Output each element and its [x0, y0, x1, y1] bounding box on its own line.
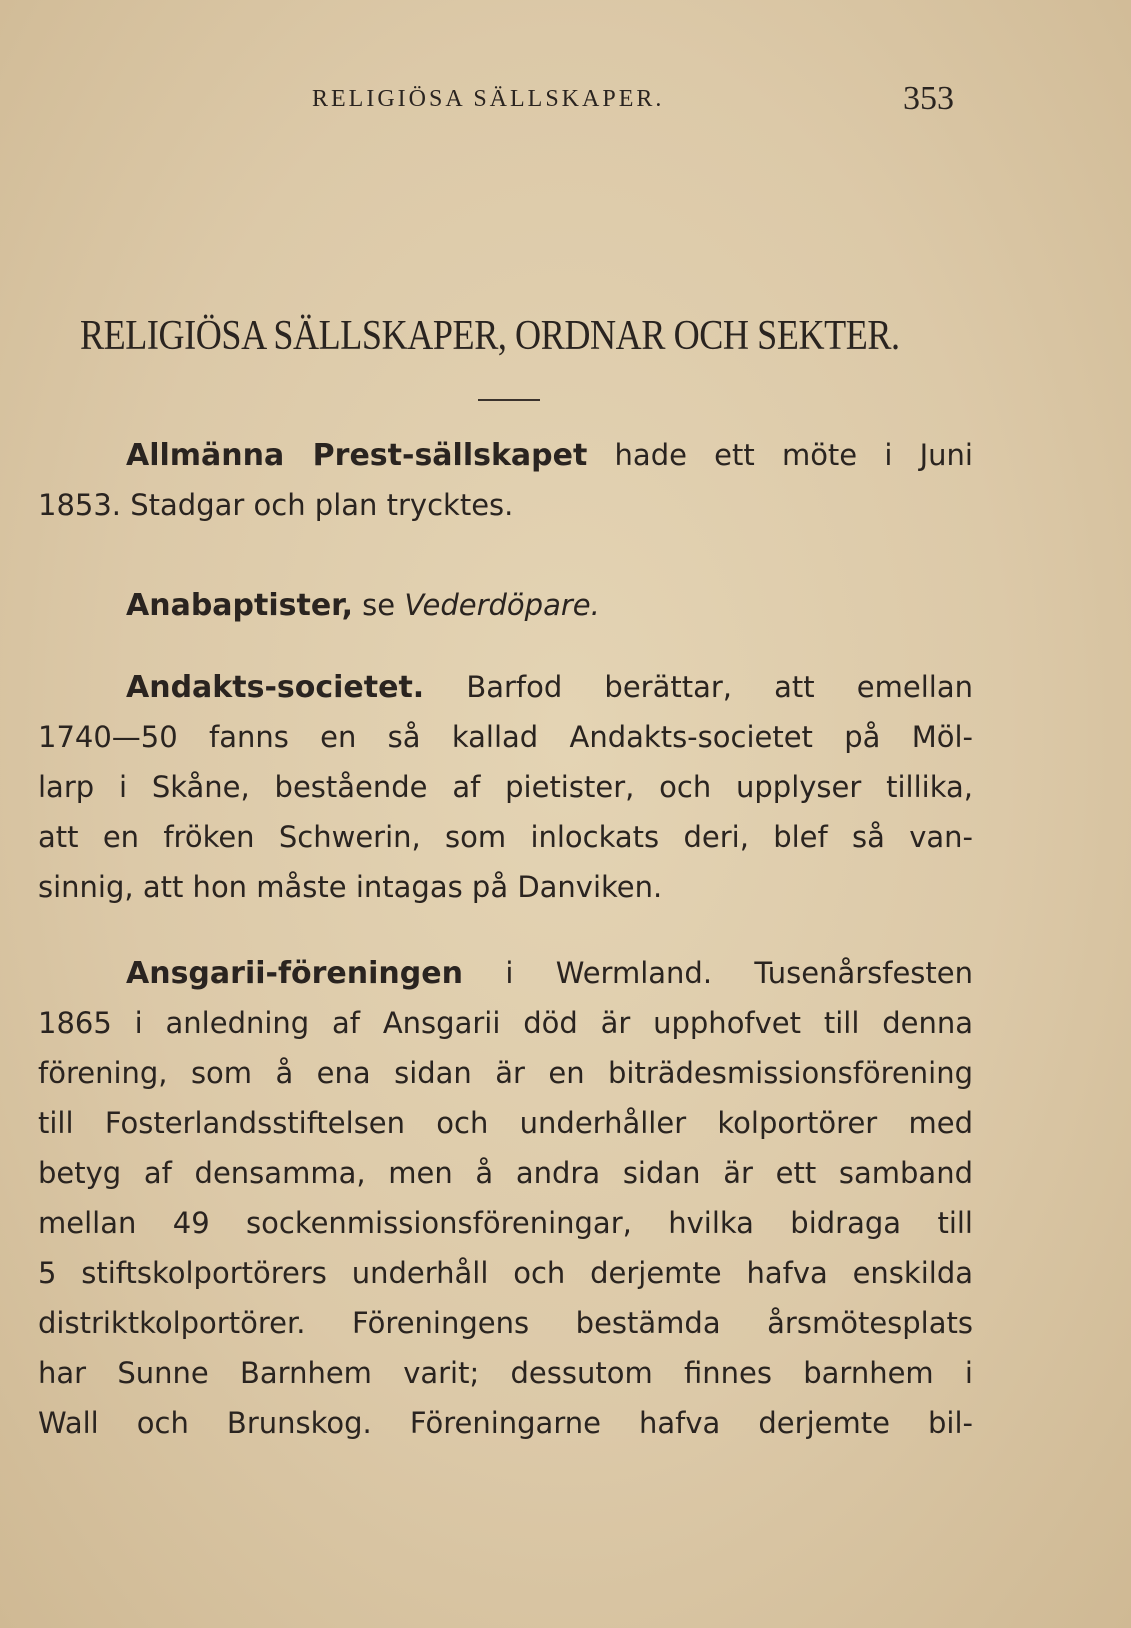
text-line: mellan 49 sockenmissionsföreningar, hvilka bidraga till: [38, 1206, 973, 1240]
running-head: [0, 80, 1131, 120]
text-line: 1740—50 fanns en så kallad Andakts-societet på Möl-: [38, 720, 973, 754]
entry-heading: Andakts-societet.: [126, 670, 425, 705]
text-line: [38, 662, 973, 712]
entry-text: Barfod berättar, att emellan: [424, 670, 973, 704]
text-line: [38, 430, 973, 480]
text-line: förening, som å ena sidan är en biträdesmissionsförening: [38, 1056, 973, 1090]
divider-rule: [478, 399, 540, 401]
text-line: att en fröken Schwerin, som inlockats deri, blef så van-: [38, 820, 973, 854]
text-line: 1853. Stadgar och plan trycktes.: [38, 488, 514, 522]
entry-text: hade ett möte i Juni: [587, 438, 973, 472]
entry-allmanna-prest-sallskapet: [38, 430, 973, 530]
entry-ansgarii-foreningen: [38, 948, 973, 1448]
running-title: RELIGIÖSA SÄLLSKAPER.: [312, 86, 665, 112]
text-line: 1865 i anledning af Ansgarii död är upphofvet till denna: [38, 1006, 973, 1040]
text-line: sinnig, att hon måste intagas på Danviken.: [38, 870, 663, 904]
section-title: RELIGIÖSA SÄLLSKAPER, ORDNAR OCH SEKTER.: [80, 313, 900, 359]
entry-andakts-societet: [38, 662, 973, 912]
entry-heading: Allmänna Prest-sällskapet: [126, 438, 588, 473]
entry-text: i Wermland. Tusenårsfesten: [462, 956, 973, 990]
text-line: Wall och Brunskog. Föreningarne hafva derjemte bil-: [38, 1406, 973, 1440]
text-line: [38, 948, 973, 998]
cross-reference: Vederdöpare.: [404, 588, 600, 622]
entry-text: se: [352, 588, 405, 622]
entry-heading: Anabaptister,: [126, 588, 353, 623]
page-number: 353: [903, 80, 954, 117]
text-line: till Fosterlandsstiftelsen och underhåller kolportörer med: [38, 1106, 973, 1140]
text-line: distriktkolportörer. Föreningens bestämda årsmötesplats: [38, 1306, 973, 1340]
text-line: har Sunne Barnhem varit; dessutom finnes barnhem i: [38, 1356, 973, 1390]
entry-anabaptister: [38, 580, 973, 630]
text-line: [38, 580, 973, 630]
entry-heading: Ansgarii-föreningen: [126, 956, 463, 991]
text-line: 5 stiftskolportörers underhåll och derjemte hafva enskilda: [38, 1256, 973, 1290]
text-line: larp i Skåne, bestående af pietister, och upplyser tillika,: [38, 770, 973, 804]
text-line: betyg af densamma, men å andra sidan är ett samband: [38, 1156, 973, 1190]
